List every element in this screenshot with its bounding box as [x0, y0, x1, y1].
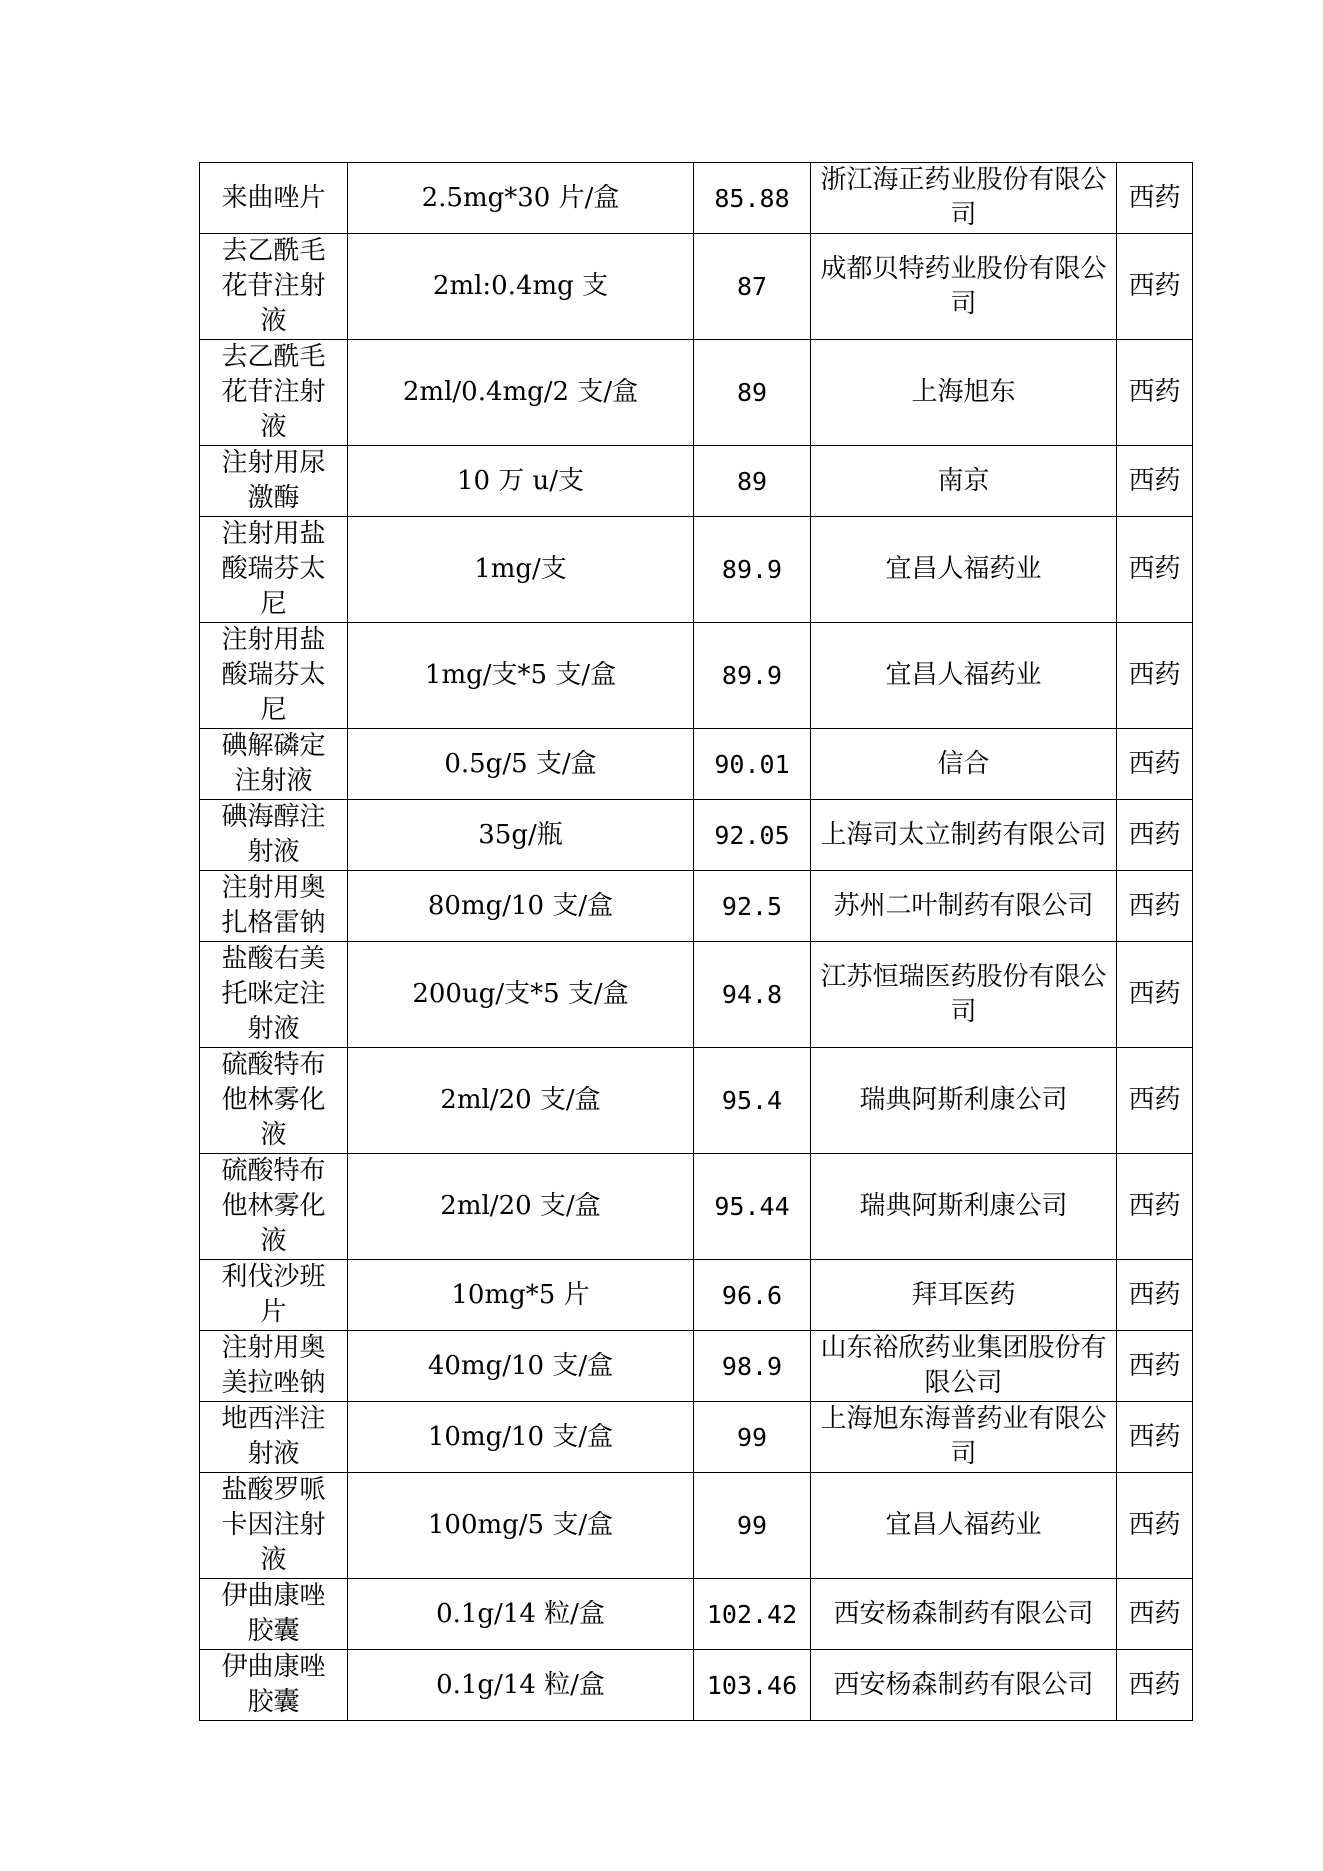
category-cell: 西药 [1117, 800, 1193, 871]
table-row [200, 729, 1193, 800]
manufacturer-cell: 瑞典阿斯利康公司 [811, 1154, 1117, 1260]
table-row [200, 1402, 1193, 1473]
manufacturer-cell: 浙江海正药业股份有限公司 [811, 163, 1117, 234]
drug-price-table [199, 162, 1193, 1721]
spec-cell: 80mg/10 支/盒 [348, 871, 694, 942]
category-cell: 西药 [1117, 1579, 1193, 1650]
spec-cell: 0.1g/14 粒/盒 [348, 1650, 694, 1721]
drug-name-cell: 注射用奥美拉唑钠 [200, 1331, 348, 1402]
table-row [200, 1048, 1193, 1154]
drug-name-cell: 伊曲康唑胶囊 [200, 1579, 348, 1650]
price-cell: 94.8 [694, 942, 811, 1048]
price-cell: 87 [694, 234, 811, 340]
manufacturer-cell: 宜昌人福药业 [811, 517, 1117, 623]
price-cell: 89.9 [694, 517, 811, 623]
category-cell: 西药 [1117, 871, 1193, 942]
price-cell: 95.44 [694, 1154, 811, 1260]
spec-cell: 2.5mg*30 片/盒 [348, 163, 694, 234]
spec-cell: 2ml:0.4mg 支 [348, 234, 694, 340]
price-cell: 96.6 [694, 1260, 811, 1331]
table-row [200, 1154, 1193, 1260]
manufacturer-cell: 上海旭东海普药业有限公司 [811, 1402, 1117, 1473]
category-cell: 西药 [1117, 1331, 1193, 1402]
drug-name-cell: 硫酸特布他林雾化液 [200, 1154, 348, 1260]
manufacturer-cell: 江苏恒瑞医药股份有限公司 [811, 942, 1117, 1048]
spec-cell: 10mg*5 片 [348, 1260, 694, 1331]
manufacturer-cell: 苏州二叶制药有限公司 [811, 871, 1117, 942]
drug-name-cell: 盐酸右美托咪定注射液 [200, 942, 348, 1048]
drug-name-cell: 去乙酰毛花苷注射液 [200, 234, 348, 340]
drug-name-cell: 去乙酰毛花苷注射液 [200, 340, 348, 446]
price-cell: 89 [694, 446, 811, 517]
category-cell: 西药 [1117, 942, 1193, 1048]
table-row [200, 1260, 1193, 1331]
manufacturer-cell: 信合 [811, 729, 1117, 800]
table-row [200, 163, 1193, 234]
category-cell: 西药 [1117, 1402, 1193, 1473]
drug-name-cell: 注射用盐酸瑞芬太尼 [200, 517, 348, 623]
table-body [200, 163, 1193, 1721]
table-row [200, 1473, 1193, 1579]
drug-name-cell: 注射用奥扎格雷钠 [200, 871, 348, 942]
drug-name-cell: 硫酸特布他林雾化液 [200, 1048, 348, 1154]
table-row [200, 340, 1193, 446]
spec-cell: 100mg/5 支/盒 [348, 1473, 694, 1579]
category-cell: 西药 [1117, 1260, 1193, 1331]
table-row [200, 942, 1193, 1048]
category-cell: 西药 [1117, 234, 1193, 340]
category-cell: 西药 [1117, 1154, 1193, 1260]
drug-name-cell: 利伐沙班片 [200, 1260, 348, 1331]
spec-cell: 2ml/20 支/盒 [348, 1048, 694, 1154]
price-cell: 103.46 [694, 1650, 811, 1721]
spec-cell: 0.1g/14 粒/盒 [348, 1579, 694, 1650]
price-cell: 89 [694, 340, 811, 446]
drug-name-cell: 来曲唑片 [200, 163, 348, 234]
category-cell: 西药 [1117, 340, 1193, 446]
price-cell: 90.01 [694, 729, 811, 800]
spec-cell: 200ug/支*5 支/盒 [348, 942, 694, 1048]
drug-name-cell: 地西泮注射液 [200, 1402, 348, 1473]
category-cell: 西药 [1117, 1650, 1193, 1721]
price-cell: 98.9 [694, 1331, 811, 1402]
manufacturer-cell: 成都贝特药业股份有限公司 [811, 234, 1117, 340]
spec-cell: 0.5g/5 支/盒 [348, 729, 694, 800]
manufacturer-cell: 宜昌人福药业 [811, 623, 1117, 729]
spec-cell: 2ml/20 支/盒 [348, 1154, 694, 1260]
table-row [200, 1579, 1193, 1650]
manufacturer-cell: 宜昌人福药业 [811, 1473, 1117, 1579]
category-cell: 西药 [1117, 446, 1193, 517]
spec-cell: 40mg/10 支/盒 [348, 1331, 694, 1402]
spec-cell: 2ml/0.4mg/2 支/盒 [348, 340, 694, 446]
table-row [200, 1650, 1193, 1721]
price-cell: 92.5 [694, 871, 811, 942]
spec-cell: 1mg/支 [348, 517, 694, 623]
category-cell: 西药 [1117, 1473, 1193, 1579]
price-cell: 102.42 [694, 1579, 811, 1650]
manufacturer-cell: 西安杨森制药有限公司 [811, 1579, 1117, 1650]
manufacturer-cell: 上海旭东 [811, 340, 1117, 446]
category-cell: 西药 [1117, 517, 1193, 623]
price-cell: 85.88 [694, 163, 811, 234]
price-cell: 99 [694, 1402, 811, 1473]
price-cell: 92.05 [694, 800, 811, 871]
category-cell: 西药 [1117, 163, 1193, 234]
table-row [200, 517, 1193, 623]
drug-name-cell: 注射用尿激酶 [200, 446, 348, 517]
drug-name-cell: 伊曲康唑胶囊 [200, 1650, 348, 1721]
manufacturer-cell: 瑞典阿斯利康公司 [811, 1048, 1117, 1154]
table-row [200, 871, 1193, 942]
drug-name-cell: 碘海醇注射液 [200, 800, 348, 871]
manufacturer-cell: 上海司太立制药有限公司 [811, 800, 1117, 871]
drug-name-cell: 注射用盐酸瑞芬太尼 [200, 623, 348, 729]
manufacturer-cell: 西安杨森制药有限公司 [811, 1650, 1117, 1721]
table-row [200, 446, 1193, 517]
table-row [200, 234, 1193, 340]
price-cell: 89.9 [694, 623, 811, 729]
drug-name-cell: 碘解磷定注射液 [200, 729, 348, 800]
table-row [200, 1331, 1193, 1402]
manufacturer-cell: 山东裕欣药业集团股份有限公司 [811, 1331, 1117, 1402]
category-cell: 西药 [1117, 623, 1193, 729]
manufacturer-cell: 南京 [811, 446, 1117, 517]
price-cell: 99 [694, 1473, 811, 1579]
spec-cell: 1mg/支*5 支/盒 [348, 623, 694, 729]
spec-cell: 35g/瓶 [348, 800, 694, 871]
spec-cell: 10 万 u/支 [348, 446, 694, 517]
category-cell: 西药 [1117, 729, 1193, 800]
spec-cell: 10mg/10 支/盒 [348, 1402, 694, 1473]
manufacturer-cell: 拜耳医药 [811, 1260, 1117, 1331]
drug-name-cell: 盐酸罗哌卡因注射液 [200, 1473, 348, 1579]
table-row [200, 623, 1193, 729]
price-cell: 95.4 [694, 1048, 811, 1154]
category-cell: 西药 [1117, 1048, 1193, 1154]
table-row [200, 800, 1193, 871]
